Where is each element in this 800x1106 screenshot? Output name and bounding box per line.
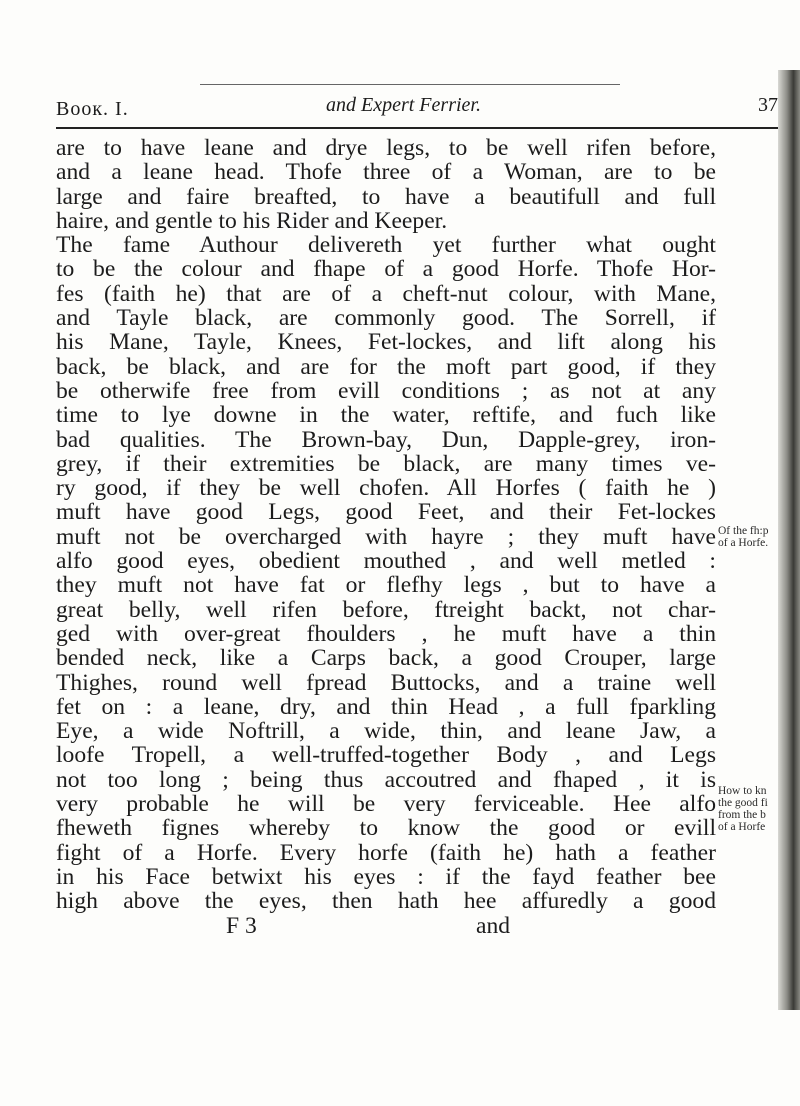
catchword: and [476,912,511,939]
text-line: not too long ; being thus accoutred and fhaped , it is [56,766,716,793]
text-line: Eye, a wide Noftrill, a wide, thin, and leane Jaw, a [56,718,716,745]
text-line: fet on : a leane, dry, and thin Head , a full fparkling [56,693,716,720]
text-line: to be the colour and fhape of a good Horfe. Thofe Hor- [56,256,716,283]
margin-note-line: the good fi [718,797,768,809]
header-rule [56,127,778,129]
margin-note-line: from the b [718,809,766,821]
text-line: great belly, well rifen before, ftreight backt, not char- [56,596,716,623]
signature-line [56,914,716,938]
margin-note-shape [718,525,780,549]
text-line: back, be black, and are for the moft part good, if they [56,353,716,380]
text-line: haire, and gentle to his Rider and Keeper. [56,207,448,234]
text-line: Thighes, round well fpread Buttocks, and a traine well [56,669,716,696]
text-line: his Mane, Tayle, Knees, Fet-lockes, and lift along his [56,329,716,356]
text-line: alfo good eyes, obedient mouthed , and well metled : [56,548,716,575]
header-book-label: Booк. I. [56,98,129,120]
body-text [56,136,716,938]
text-line: ged with over-great fhoulders , he muft have a thin [56,620,716,647]
text-line: fight of a Horfe. Every horfe (faith he) hath a feather [56,839,716,866]
text-line: fes (faith he) that are of a cheft-nut colour, with Mane, [56,280,716,307]
margin-note-know [718,785,780,833]
signature-mark: F 3 [226,912,257,939]
text-line: time to lye downe in the water, reftife, and fuch like [56,402,716,429]
text-line: are to have leane and drye legs, to be well rifen before, [56,135,716,161]
text-line: fheweth fignes whereby to know the good or evill [56,815,716,842]
text-line: be otherwife free from evill conditions ; as not at any [56,377,716,404]
text-line: ry good, if they be well chofen. All Horfes ( faith he ) [56,475,716,502]
margin-note-line: Of the fh:p [718,525,769,537]
margin-note-line: How to kn [718,785,767,797]
margin-note-line: of a Horfe. [718,537,769,549]
text-line: in his Face betwixt his eyes : if the fayd feather bee [56,863,716,890]
page-number: 37 [758,94,778,116]
text-line: and Tayle black, are commonly good. The Sorrell, if [56,305,716,332]
text-line: large and faire breafted, to have a beautifull and full [56,183,716,210]
text-line: bended neck, like a Carps back, a good Crouper, large [56,645,716,672]
text-line: very probable he will be very ferviceable. Hee alfo [56,791,716,818]
text-line: bad qualities. The Brown-bay, Dun, Dapple-grey, iron- [56,426,716,453]
page-edge-shadow [778,70,800,1010]
margin-note-line: of a Horfe [718,821,766,833]
top-rule [200,84,620,85]
text-line: loofe Tropell, a well-truffed-together Body , and Legs [56,742,716,769]
text-line: and a leane head. Thofe three of a Woman, are to be [56,159,716,186]
text-line: The fame Authour delivereth yet further what ought [56,232,716,259]
text-line: grey, if their extremities be black, are many times ve- [56,450,716,477]
header-title: and Expert Ferrier. [326,94,481,116]
text-line: they muft not have fat or flefhy legs , but to have a [56,572,716,599]
running-header [56,88,784,128]
text-line: muft not be overcharged with hayre ; they muft have [56,523,716,550]
text-line: high above the eyes, then hath hee affuredly a good [56,888,716,915]
text-line: muft have good Legs, good Feet, and their Fet-lockes [56,499,716,526]
